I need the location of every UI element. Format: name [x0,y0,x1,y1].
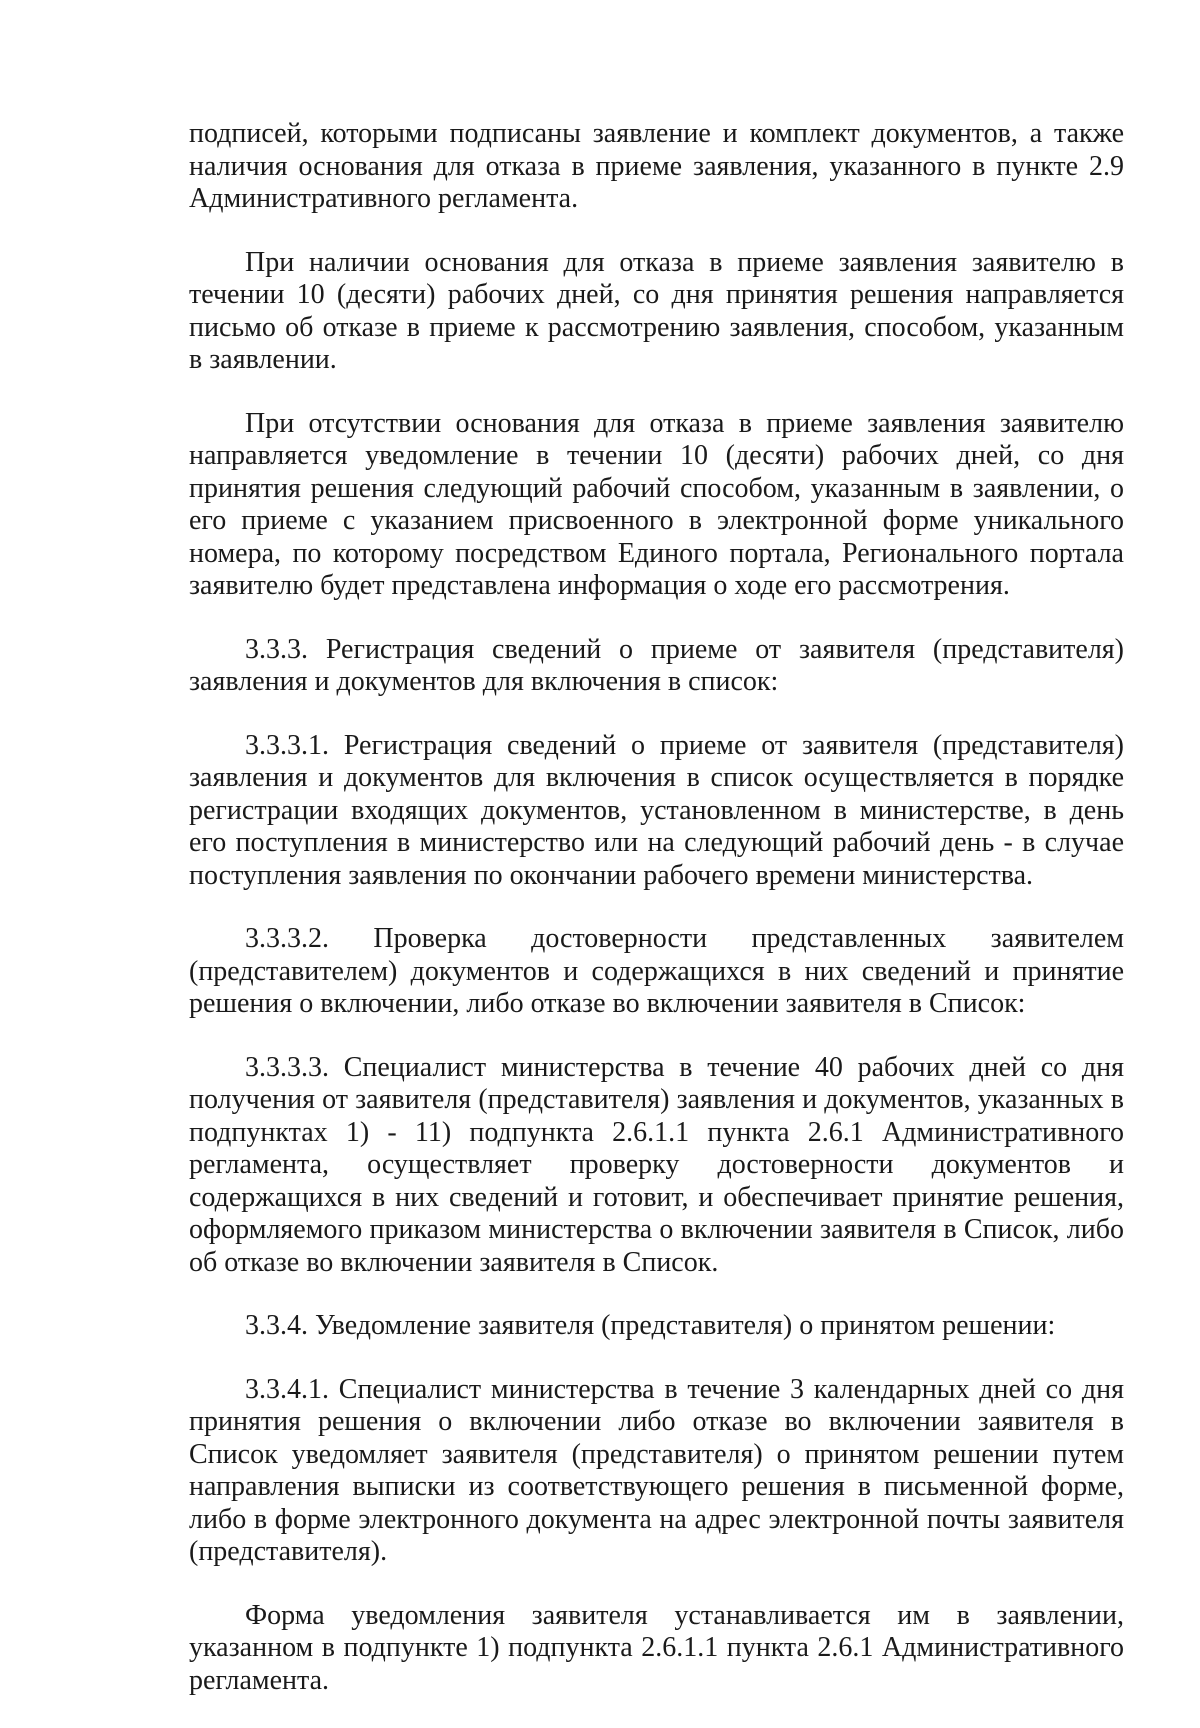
paragraph-signatures-continuation: подписей, которыми подписаны заявление и комплект документов, а также наличия основания для отказа в приеме заявления, указанного в пункте 2.9 Административного регламента. [189,118,1124,214]
paragraph-3-3-4-1: 3.3.4.1. Специалист министерства в течение 3 календарных дней со дня принятия решения о включении либо отказе во включении заявителя в Список уведомляет заявителя (представителя) о принятом решении путем направления выписки из соответствующего решения в письменной форме, либо в форме электронного документа на адрес электронной почты заявителя (представителя). [189,1373,1124,1567]
paragraph-3-3-3-1: 3.3.3.1. Регистрация сведений о приеме от заявителя (представителя) заявления и документов для включения в список осуществляется в порядке регистрации входящих документов, установленном в министерстве, в день его поступления в министерство или на следующий рабочий день - в случае поступления заявления по окончании рабочего времени министерства. [189,729,1124,891]
paragraph-refusal-grounds: При наличии основания для отказа в приеме заявления заявителю в течении 10 (десяти) рабочих дней, со дня принятия решения направляется письмо об отказе в приеме к рассмотрению заявления, способом, указанным в заявлении. [189,246,1124,375]
paragraph-3-3-4: 3.3.4. Уведомление заявителя (представителя) о принятом решении: [245,1310,1056,1341]
paragraph-notification-form: Форма уведомления заявителя устанавливается им в заявлении, указанном в подпункте 1) подпункта 2.6.1.1 пункта 2.6.1 Административного регламента. [189,1599,1124,1696]
paragraph-3-3-3-2: 3.3.3.2. Проверка достоверности представленных заявителем (представителем) документов и содержащихся в них сведений и принятие решения о включении, либо отказе во включении заявителя в Список: [189,923,1124,1019]
paragraph-3-3-3-3: 3.3.3.3. Специалист министерства в течение 40 рабочих дней со дня получения от заявителя (представителя) заявления и документов, указанных в подпунктах 1) - 11) подпункта 2.6.1.1 пункта 2.6.1 Административного регламента, осуществляет проверку достоверности документов и содержащихся в них сведений и готовит, и обеспечивает принятие решения, оформляемого приказом министерства о включении заявителя в Список, либо об отказе во включении заявителя в Список. [189,1051,1124,1278]
paragraph-no-refusal-notification: При отсутствии основания для отказа в приеме заявления заявителю направляется уведомление в течении 10 (десяти) рабочих дней, со дня принятия решения следующий рабочий способом, указанным в заявлении, о его приеме с указанием присвоенного в электронной форме уникального номера, по которому посредством Единого портала, Регионального портала заявителю будет представлена информация о ходе его рассмотрения. [189,407,1124,601]
paragraph-3-3-3: 3.3.3. Регистрация сведений о приеме от заявителя (представителя) заявления и документов для включения в список: [189,633,1124,697]
document-body [189,118,1124,1728]
